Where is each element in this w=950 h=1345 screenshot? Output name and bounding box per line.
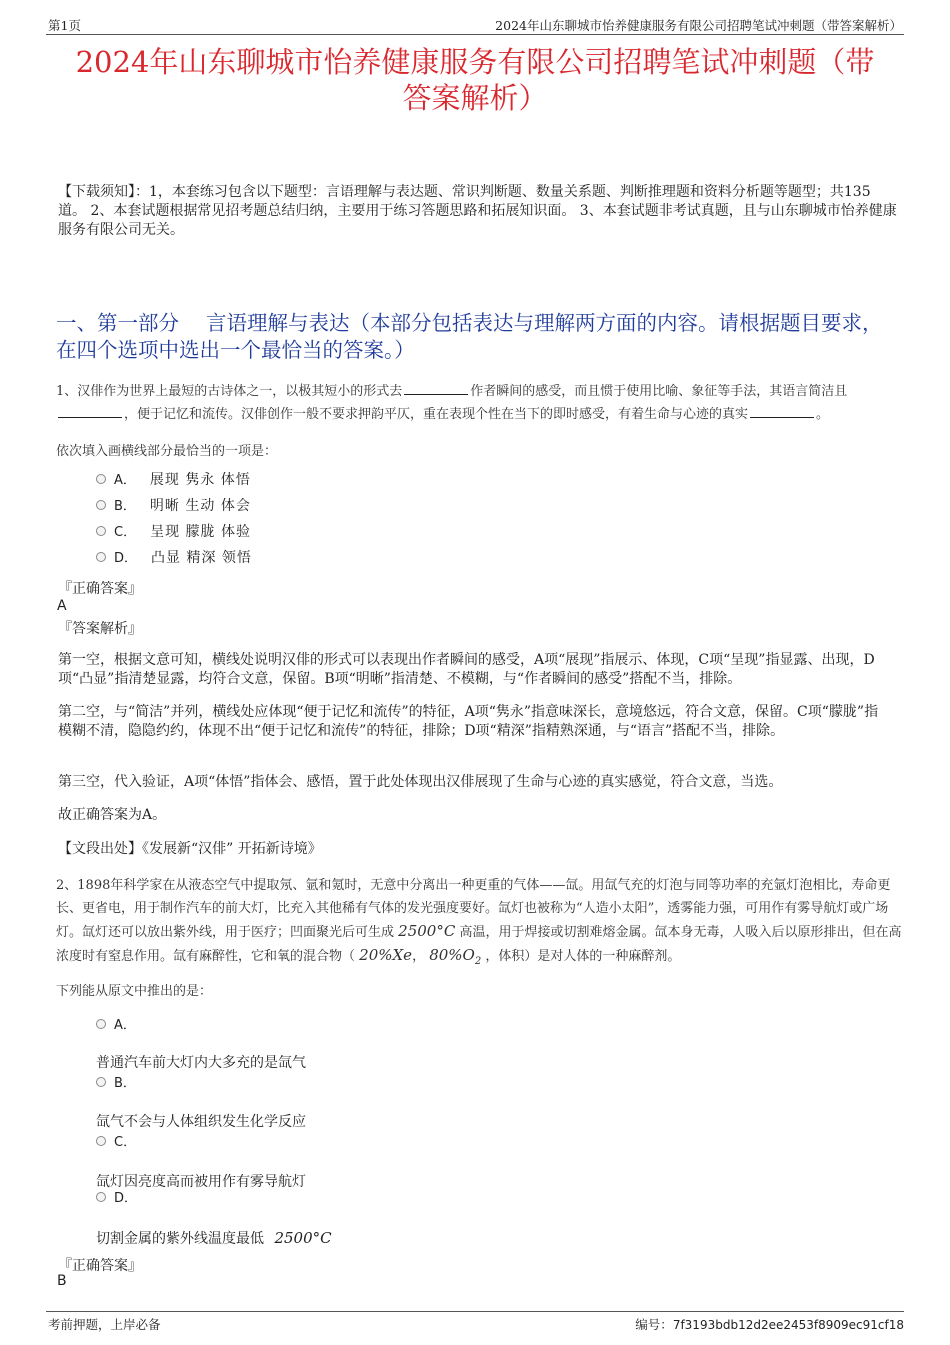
q2-option-a-marker[interactable]: A．	[96, 1014, 150, 1036]
q2-hint: 下列能从原文中推出的是：	[56, 984, 213, 999]
q2-math-oxygen: $80\%O_2$	[429, 946, 482, 967]
q2-option-d-marker[interactable]: D．	[96, 1187, 151, 1209]
download-notice: 【下载须知】：1，本套练习包含以下题型：言语理解与表达题、常识判断题、数量关系题、判断推理题和资料分析题等题型；共135道。 2、本套试题根据常见招考题总结归纳，主要用于练习答题思路和拓展知识面。 3、本套试题非考试真题，且与山东聊城市怡养健康服务有限公司无关。	[58, 184, 897, 238]
document-title-line2: 答案解析）	[402, 81, 548, 115]
q1-option-b[interactable]: B． 明晰 生动 体会	[96, 495, 251, 517]
q1-option-c[interactable]: C． 呈现 朦胧 体验	[96, 521, 251, 543]
radio-icon[interactable]	[96, 526, 106, 536]
q1-blank-2	[58, 404, 122, 418]
q1-text-b: 作者瞬间的感受，而且惯于使用比喻、象征等手法，其语言简洁且	[470, 384, 848, 399]
page-header	[46, 14, 904, 35]
q1-analysis-3: 第三空，代入验证，A项“体悟”指体会、感悟，置于此处体现出汉俳展现了生命与心迹的真实感觉，符合文意，当选。	[58, 774, 783, 790]
radio-icon[interactable]	[96, 1077, 106, 1087]
page-number: 第1页	[48, 18, 81, 33]
q1-answer: A	[57, 598, 67, 614]
radio-icon[interactable]	[96, 1136, 106, 1146]
q2-option-b-text[interactable]: 氙气不会与人体组织发生化学反应	[96, 1114, 306, 1130]
q2-math-temperature: 2500°C	[398, 922, 456, 940]
q2-option-c-marker[interactable]: C．	[96, 1131, 150, 1153]
q2-answer: B	[57, 1273, 67, 1289]
q2-option-b-marker[interactable]: B．	[96, 1072, 150, 1094]
q2-answer-label: 『正确答案』	[58, 1258, 142, 1274]
section-title: 一、第一部分 言语理解与表达（本部分包括表达与理解两方面的内容。请根据题目要求，在四个选项中选出一个最恰当的答案。）	[56, 311, 883, 362]
q1-option-d[interactable]: D． 凸显 精深 领悟	[96, 547, 252, 569]
q1-analysis-1: 第一空，根据文意可知，横线处说明汉俳的形式可以表现出作者瞬间的感受，A项“展现”指展示、体现，C项“呈现”指显露、出现，D项“凸显”指清楚显露，均符合文意，保留。B项“明晰”指清楚、不模糊，与“作者瞬间的感受”搭配不当，排除。	[58, 652, 875, 687]
q1-text-a: 1、汉俳作为世界上最短的古诗体之一，以极其短小的形式去	[56, 384, 403, 399]
radio-icon[interactable]	[96, 1192, 106, 1202]
footer-divider	[46, 1311, 904, 1312]
q1-analysis-2: 第二空，与“简洁”并列，横线处应体现“便于记忆和流传”的特征，A项“隽永”指意味深长，意境悠远，符合文意，保留。C项“朦胧”指模糊不清，隐隐约约，体现不出“便于记忆和流传”的特征，排除；D项“精深”指精熟深通，与“语言”搭配不当，排除。	[58, 704, 879, 739]
q1-blank-1	[404, 381, 468, 395]
q1-hint: 依次填入画横线部分最恰当的一项是：	[56, 444, 278, 459]
q2-option-a-text[interactable]: 普通汽车前大灯内大多充的是氙气	[96, 1055, 306, 1071]
q2-math-xenon: 20%Xe	[359, 946, 413, 964]
footer-code: 编号：7f3193bdb12d2ee2453f8909ec91cf18	[635, 1317, 904, 1332]
q2-option-d-math: 2500°C	[274, 1229, 332, 1247]
document-title-line1: 2024年山东聊城市怡养健康服务有限公司招聘笔试冲刺题（带	[75, 45, 875, 79]
q1-text-d: 。	[816, 407, 830, 422]
radio-icon[interactable]	[96, 474, 106, 484]
header-doc-title: 2024年山东聊城市怡养健康服务有限公司招聘笔试冲刺题（带答案解析）	[495, 18, 902, 33]
q1-answer-label: 『正确答案』	[58, 581, 142, 597]
document-title	[40, 44, 910, 116]
question-1-stem	[56, 380, 904, 426]
question-2-stem: 2、1898年科学家在从液态空气中提取氖、氩和氪时，无意中分离出一种更重的气体——氙。用氙气充的灯泡与同等功率的充氩灯泡相比，寿命更长、更省电，用于制作汽车的前大灯，比充入其他稀有气体的发光强度要好。氙灯也被称为“人造小太阳”，透雾能力强，可用作有雾导航灯或广场灯。氙灯还可以放出紫外线，用于医疗；凹面聚光后可生成 2500°C 高温，用于焊接或切割难熔金属。氙本身无毒，人吸入后以原形排出，但在高浓度时有窒息作用。氙有麻醉性，它和氧的混合物（ 20%Xe， $80\%O_2$ ，体积）是对人体的一种麻醉剂。	[56, 878, 902, 967]
q1-text-c: ，便于记忆和流传。汉俳创作一般不要求押韵平仄，重在表现个性在当下的即时感受，有着生命与心迹的真实	[124, 407, 749, 422]
q2-option-c-text[interactable]: 氙灯因亮度高而被用作有雾导航灯	[96, 1174, 306, 1190]
q1-analysis-label: 『答案解析』	[58, 621, 142, 637]
q1-analysis-4: 故正确答案为A。	[58, 807, 167, 823]
q1-option-a[interactable]: A． 展现 隽永 体悟	[96, 469, 251, 491]
radio-icon[interactable]	[96, 552, 106, 562]
q2-option-d-text[interactable]: 切割金属的紫外线温度最低 2500°C	[96, 1229, 332, 1247]
q1-blank-3	[750, 404, 814, 418]
radio-icon[interactable]	[96, 500, 106, 510]
q1-source: 【文段出处】《发展新“汉俳” 开拓新诗境》	[58, 841, 322, 857]
radio-icon[interactable]	[96, 1019, 106, 1029]
footer-slogan: 考前押题，上岸必备	[48, 1317, 161, 1332]
